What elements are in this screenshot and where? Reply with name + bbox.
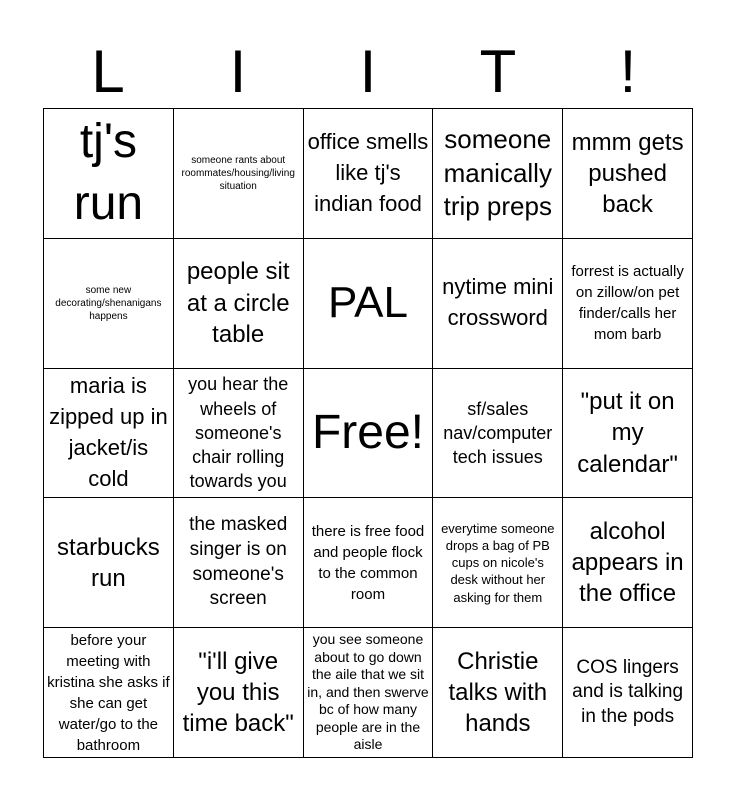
title-letter: ! [619,38,637,105]
bingo-cell[interactable]: everytime someone drops a bag of PB cups on nicole's desk without her asking for them [433,498,563,628]
bingo-cell[interactable]: there is free food and people flock to the common room [304,498,434,628]
bingo-title [43,38,693,106]
title-letter: I [359,38,377,105]
title-letter: L [91,38,125,105]
bingo-cell[interactable]: office smells like tj's indian food [304,109,434,239]
bingo-cell[interactable]: maria is zipped up in jacket/is cold [44,369,174,499]
bingo-cell[interactable]: nytime mini crossword [433,239,563,369]
bingo-cell[interactable]: "i'll give you this time back" [174,628,304,758]
bingo-cell[interactable]: COS lingers and is talking in the pods [563,628,693,758]
bingo-cell[interactable]: alcohol appears in the office [563,498,693,628]
bingo-cell[interactable]: the masked singer is on someone's screen [174,498,304,628]
bingo-board [43,108,693,758]
bingo-cell[interactable]: someone manically trip preps [433,109,563,239]
bingo-cell[interactable]: before your meeting with kristina she asks if she can get water/go to the bathroom [44,628,174,758]
bingo-cell[interactable]: some new decorating/shenanigans happens [44,239,174,369]
bingo-cell[interactable]: starbucks run [44,498,174,628]
bingo-cell[interactable]: "put it on my calendar" [563,369,693,499]
bingo-cell[interactable]: forrest is actually on zillow/on pet finder/calls her mom barb [563,239,693,369]
bingo-cell[interactable]: Christie talks with hands [433,628,563,758]
bingo-cell[interactable]: you see someone about to go down the aile that we sit in, and then swerve bc of how many people are in the aisle [304,628,434,758]
bingo-cell[interactable]: people sit at a circle table [174,239,304,369]
bingo-cell[interactable]: you hear the wheels of someone's chair rolling towards you [174,369,304,499]
bingo-cell-pal[interactable]: PAL [304,239,434,369]
bingo-cell[interactable]: mmm gets pushed back [563,109,693,239]
bingo-cell[interactable]: sf/sales nav/computer tech issues [433,369,563,499]
bingo-cell-free[interactable]: Free! [304,369,434,499]
bingo-cell[interactable]: someone rants about roommates/housing/living situation [174,109,304,239]
title-letter: T [479,38,517,105]
bingo-cell[interactable]: tj's run [44,109,174,239]
title-letter: I [229,38,247,105]
